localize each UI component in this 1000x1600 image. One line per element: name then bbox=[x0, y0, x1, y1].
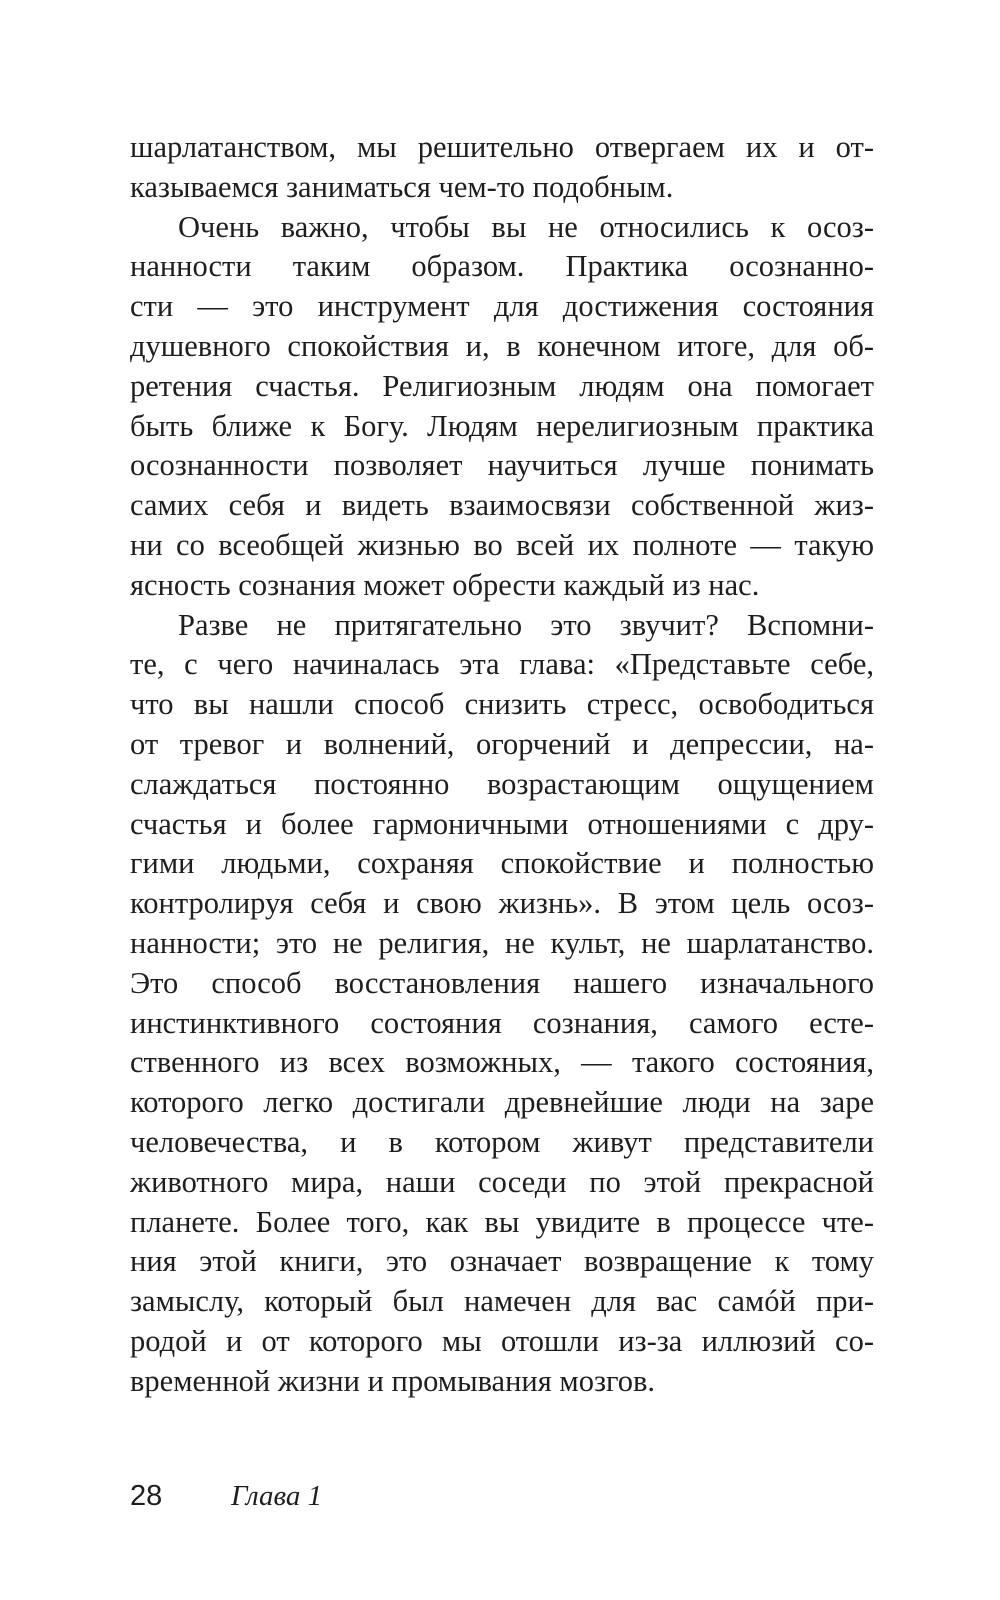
text-line: слаждаться постоянно возрастающим ощущением bbox=[130, 766, 874, 801]
text-line: шарлатанством, мы решительно отвергаем их и от- bbox=[130, 130, 874, 164]
text-line: инстинктивного состояния сознания, самого есте- bbox=[130, 1005, 874, 1040]
text-line: Разве не притягательно это звучит? Вспомни- bbox=[178, 607, 874, 642]
page-body bbox=[130, 128, 874, 1402]
text-line: те, с чего начиналась эта глава: «Представьте себе, bbox=[130, 647, 874, 682]
text-line: ясность сознания может обрести каждый из нас. bbox=[130, 567, 760, 602]
text-line: гими людьми, сохраняя спокойствие и полностью bbox=[130, 846, 874, 881]
text-line: Очень важно, чтобы вы не относились к осоз- bbox=[178, 209, 874, 244]
text-line: самих себя и видеть взаимосвязи собственной жиз- bbox=[130, 488, 874, 523]
text-line: контролируя себя и свою жизнь». В этом цель осоз- bbox=[130, 886, 874, 921]
text-line: ния этой книги, это означает возвращение к тому bbox=[130, 1244, 874, 1279]
text-line: замыслу, который был намечен для вас самóй при- bbox=[130, 1284, 874, 1319]
text-line: счастья и более гармоничными отношениями с дру- bbox=[130, 806, 874, 841]
page-number: 28 bbox=[130, 1480, 163, 1512]
text-line: от тревог и волнений, огорчений и депрессии, на- bbox=[130, 726, 874, 761]
text-line: человечества, и в котором живут представители bbox=[130, 1124, 874, 1159]
text-line: животного мира, наши соседи по этой прекрасной bbox=[130, 1164, 874, 1199]
text-line: ретения счастья. Религиозным людям она помогает bbox=[130, 368, 874, 403]
text-line: нанности таким образом. Практика осознанно- bbox=[130, 249, 874, 284]
running-chapter-title: Глава 1 bbox=[231, 1480, 323, 1512]
text-line: планете. Более того, как вы увидите в процессе чте- bbox=[130, 1204, 874, 1239]
text-line: что вы нашли способ снизить стресс, освободиться bbox=[130, 687, 874, 722]
text-line: ни со всеобщей жизнью во всей их полноте — такую bbox=[130, 527, 874, 562]
text-line: нанности; это не религия, не культ, не шарлатанство. bbox=[130, 925, 874, 960]
text-line: сти — это инструмент для достижения состояния bbox=[130, 289, 874, 324]
text-line: которого легко достигали древнейшие люди на заре bbox=[130, 1085, 874, 1120]
text-line: казываемся заниматься чем-то подобным. bbox=[130, 169, 674, 204]
text-line: душевного спокойствия и, в конечном итоге, для об- bbox=[130, 328, 874, 363]
text-line: быть ближе к Богу. Людям нерелигиозным практика bbox=[130, 408, 874, 443]
text-line: осознанности позволяет научиться лучше понимать bbox=[130, 448, 874, 483]
text-line: Это способ восстановления нашего изначального bbox=[130, 965, 874, 1000]
text-line: временной жизни и промывания мозгов. bbox=[130, 1363, 656, 1398]
text-line: ственного из всех возможных, — такого состояния, bbox=[130, 1045, 874, 1080]
text-line: родой и от которого мы отошли из-за иллюзий со- bbox=[130, 1323, 874, 1358]
